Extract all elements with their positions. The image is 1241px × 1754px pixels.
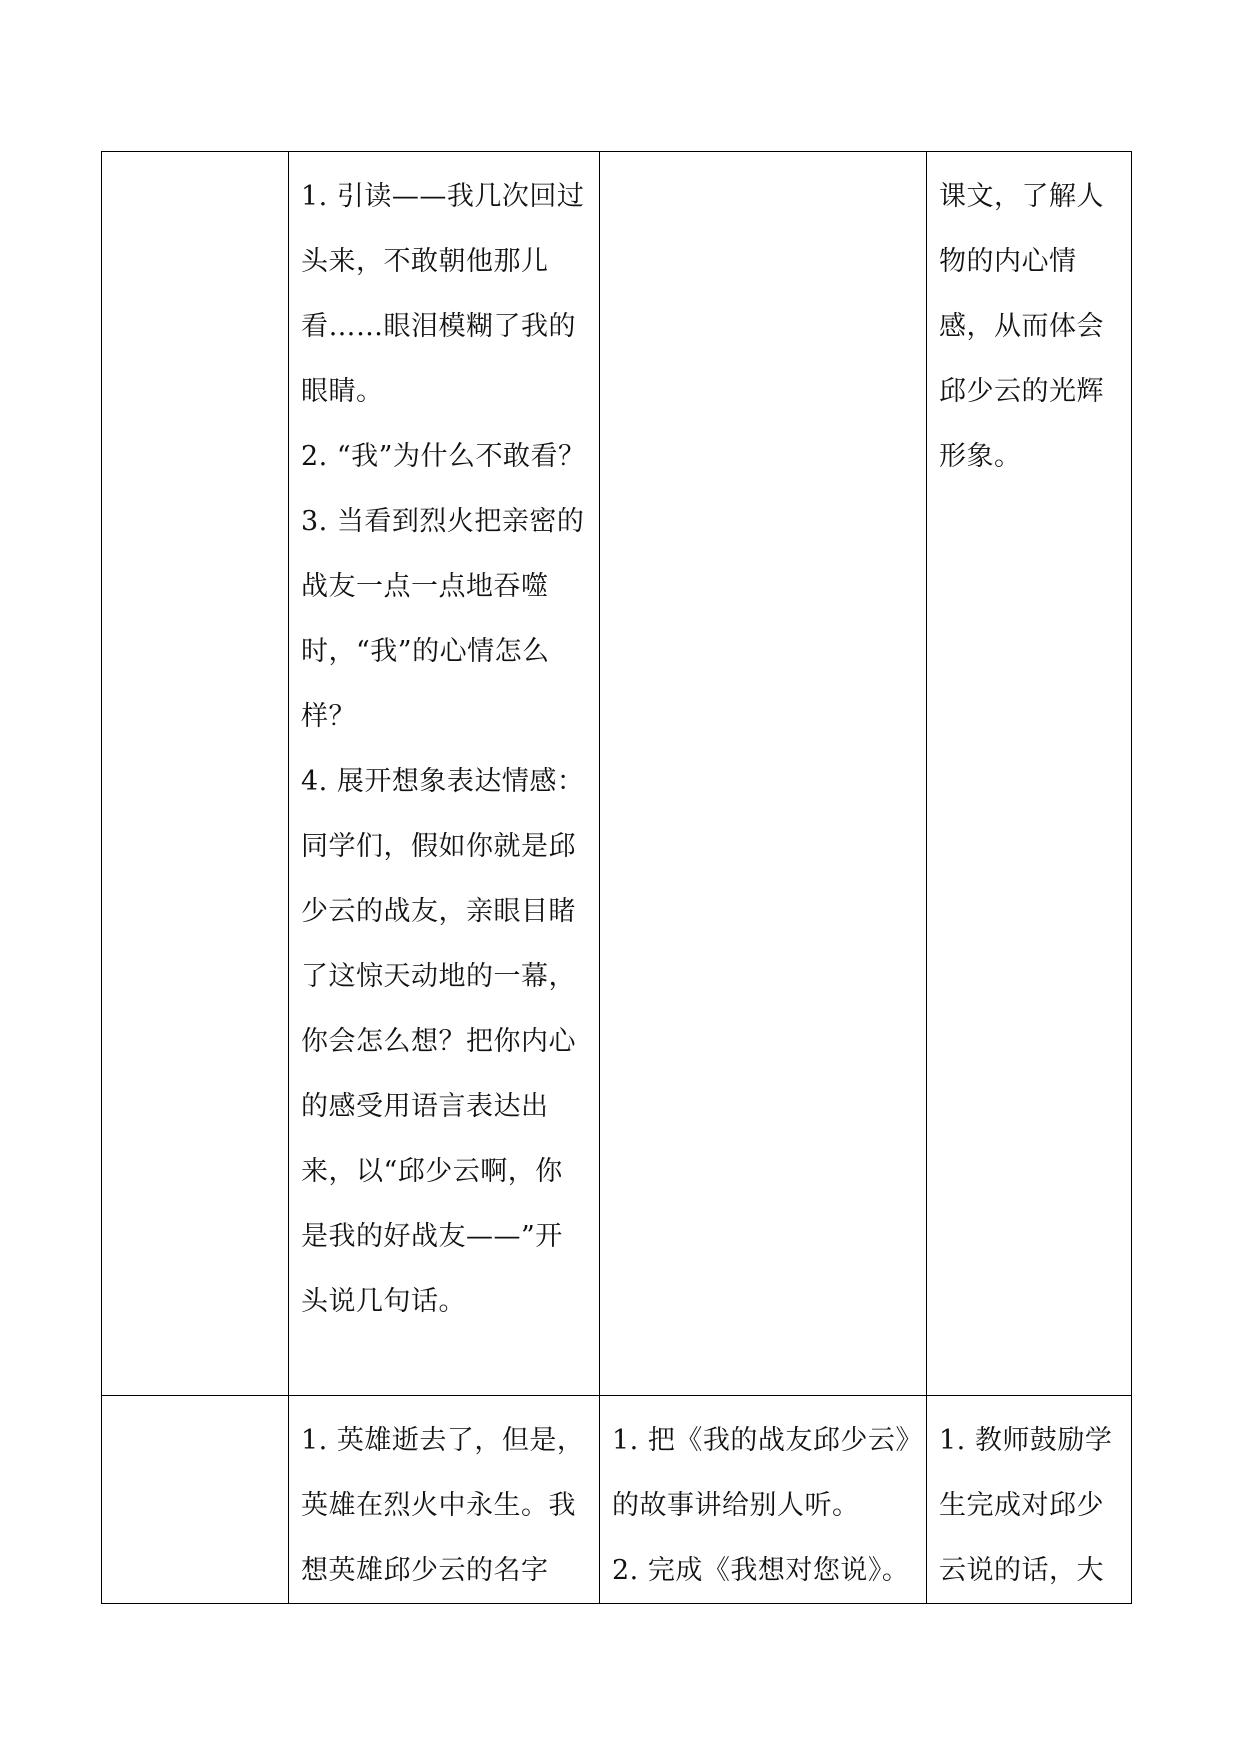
table-cell-homework [600,1396,927,1604]
table-row [102,1396,1132,1604]
paragraph: 课文，了解人物的内心情感，从而体会邱少云的光辉形象。 [939,181,1104,472]
table-cell-empty [102,152,289,1396]
table-row [102,152,1132,1396]
paragraph: 1. 英雄逝去了，但是，英雄在烈火中永生。我想英雄邱少云的名字 [301,1425,585,1586]
table-cell-intent [927,152,1132,1396]
table-cell-empty [102,1396,289,1604]
paragraph: 1. 引读——我几次回过头来，不敢朝他那儿看……眼泪模糊了我的眼睛。 [301,181,585,407]
table-cell-intent [927,1396,1132,1604]
table-cell-empty [600,152,927,1396]
paragraph: 2. 完成《我想对您说》。 [612,1555,910,1586]
lesson-plan-table [101,151,1132,1604]
paragraph: 1. 教师鼓励学生完成对邱少云说的话，大 [939,1425,1113,1586]
paragraph: 2. “我”为什么不敢看？ [301,441,586,472]
table-cell-activities [289,1396,600,1604]
paragraph: 4. 展开想象表达情感：同学们，假如你就是邱少云的战友，亲眼目睹了这惊天动地的一幕，你会怎么想？把你内心的感受用语言表达出来，以“邱少云啊，你是我的好战友——”开头说几句话。 [301,766,585,1317]
paragraph: 1. 把《我的战友邱少云》的故事讲给别人听。 [612,1425,910,1521]
paragraph: 3. 当看到烈火把亲密的战友一点一点地吞噬时，“我”的心情怎么样？ [301,506,585,732]
table-cell-activities [289,152,600,1396]
